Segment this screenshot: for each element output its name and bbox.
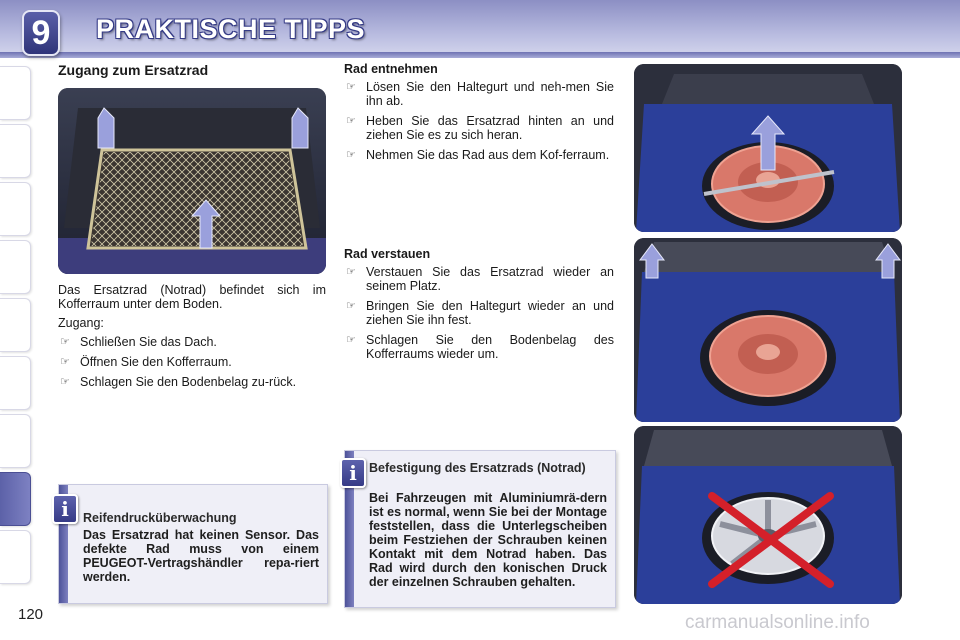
chapter-tab-5[interactable]	[0, 298, 31, 352]
list-item: ☞ Schlagen Sie den Bodenbelag zu-rück.	[60, 375, 297, 389]
list-item: ☞ Heben Sie das Ersatzrad hinten an und ziehen Sie es zu sich heran.	[346, 114, 614, 142]
info-box-text: Bei Fahrzeugen mit Aluminiumrä-dern ist es normal, wenn Sie bei der Montage feststellen, dass die Unterlegscheiben beim Festziehen der Schrauben keinen Kontakt mit dem Notrad haben. Das Rad wird durch den konischen Druck der einzelnen Schrauben gehalten.	[369, 491, 607, 589]
info-box-spare-fixing	[344, 450, 616, 608]
alloy-wheel-crossed-photo	[634, 426, 902, 604]
access-label: Zugang:	[58, 316, 104, 330]
info-box-title: Reifendrucküberwachung	[83, 511, 237, 525]
remove-steps-list	[344, 80, 614, 162]
chapter-tabs	[0, 66, 34, 588]
list-item: ☞ Öffnen Sie den Kofferraum.	[60, 355, 232, 369]
chapter-tab-4[interactable]	[0, 240, 31, 294]
pointing-hand-icon: ☞	[60, 376, 70, 388]
intro-text: Das Ersatzrad (Notrad) befindet sich im Kofferraum unter dem Boden.	[58, 283, 326, 311]
chapter-tab-6[interactable]	[0, 356, 31, 410]
pointing-hand-icon: ☞	[346, 300, 356, 312]
pointing-hand-icon: ☞	[346, 81, 356, 93]
list-item: ☞ Bringen Sie den Haltegurt wieder an und ziehen Sie ihn fest.	[346, 299, 614, 327]
info-icon: i	[340, 458, 366, 488]
list-item: ☞ Schlagen Sie den Bodenbelag des Kofferraums wieder um.	[346, 333, 614, 361]
pointing-hand-icon: ☞	[60, 336, 70, 348]
pointing-hand-icon: ☞	[346, 266, 356, 278]
stow-wheel-title: Rad verstauen	[344, 247, 431, 261]
chapter-tab-3[interactable]	[0, 182, 31, 236]
info-icon: i	[52, 494, 78, 524]
access-steps-list	[58, 335, 326, 389]
header-divider	[0, 52, 960, 58]
left-column-text	[58, 283, 326, 395]
remove-wheel-title: Rad entnehmen	[344, 62, 438, 76]
pointing-hand-icon: ☞	[346, 115, 356, 127]
remove-wheel-text	[344, 80, 614, 168]
list-item: ☞ Verstauen Sie das Ersatzrad wieder an seinem Platz.	[346, 265, 614, 293]
info-box-tyre-pressure	[58, 484, 328, 604]
pointing-hand-icon: ☞	[346, 149, 356, 161]
page-number: 120	[18, 606, 44, 623]
list-item: ☞ Nehmen Sie das Rad aus dem Kof-ferraum.	[346, 148, 610, 162]
list-item: ☞ Schließen Sie das Dach.	[60, 335, 217, 349]
list-item: ☞ Lösen Sie den Haltegurt und neh-men Sie ihn ab.	[346, 80, 614, 108]
pointing-hand-icon: ☞	[346, 334, 356, 346]
chapter-tab-7[interactable]	[0, 414, 31, 468]
pointing-hand-icon: ☞	[60, 356, 70, 368]
chapter-tab-10[interactable]	[0, 530, 31, 584]
chapter-tab-9-active[interactable]	[0, 472, 31, 526]
section-title: Zugang zum Ersatzrad	[58, 62, 209, 78]
chapter-badge: 9	[22, 10, 60, 56]
info-box-text: Das Ersatzrad hat keinen Sensor. Das defekte Rad muss von einem PEUGEOT-Vertragshändler repa-riert werden.	[83, 528, 319, 584]
trunk-net-photo	[58, 88, 326, 274]
spare-wheel-stowed-photo	[634, 238, 902, 422]
chapter-tab-1[interactable]	[0, 66, 31, 120]
spare-wheel-lift-photo	[634, 64, 902, 232]
info-box-title: Befestigung des Ersatzrads (Notrad)	[369, 461, 586, 475]
watermark: carmanualsonline.info	[685, 612, 870, 633]
stow-steps-list	[344, 265, 614, 361]
stow-wheel-text	[344, 265, 614, 367]
page-title: PRAKTISCHE TIPPS	[96, 14, 366, 44]
chapter-tab-2[interactable]	[0, 124, 31, 178]
